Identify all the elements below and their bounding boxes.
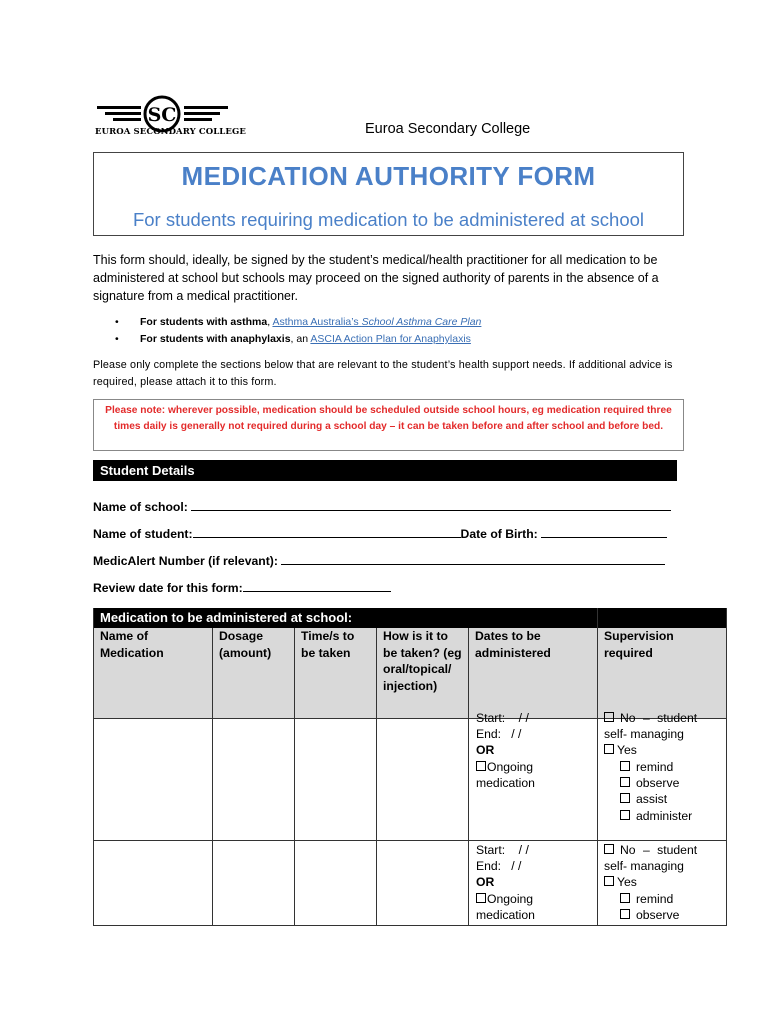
- row2-self-managing: self- managing: [604, 859, 684, 873]
- remind-checkbox[interactable]: [620, 893, 630, 903]
- row2-times-cell[interactable]: [295, 841, 376, 925]
- form-title: MEDICATION AUTHORITY FORM: [181, 161, 596, 191]
- bullet-dot-icon: •: [115, 333, 119, 345]
- row2-how-taken-cell[interactable]: [377, 841, 468, 925]
- row2-ongoing[interactable]: Ongoing: [476, 891, 533, 908]
- note-box: [93, 399, 684, 451]
- medicalert-field[interactable]: [93, 554, 665, 568]
- col-how-taken: How is it to be taken? (eg oral/topical/ injection): [377, 628, 468, 718]
- col-supervision: Supervision required: [598, 628, 726, 718]
- ongoing-checkbox[interactable]: [476, 893, 486, 903]
- heading-bar-right: [597, 608, 727, 628]
- bullet-sep: , an: [290, 333, 311, 345]
- row2-start: Start: / /: [476, 843, 529, 857]
- logo-text: EUROA SECONDARY COLLEGE: [95, 127, 246, 137]
- college-name: Euroa Secondary College: [365, 121, 531, 137]
- student-details-heading: Student Details: [93, 460, 677, 481]
- no-checkbox[interactable]: [604, 712, 614, 722]
- col-dates: Dates to be administered: [469, 628, 597, 718]
- review-date-line[interactable]: [243, 581, 391, 592]
- svg-text:SC: SC: [147, 104, 177, 126]
- medication-heading: Medication to be administered at school:: [93, 608, 597, 628]
- row1-dosage-cell[interactable]: [213, 719, 294, 840]
- row2-dosage-cell[interactable]: [213, 841, 294, 925]
- assist-checkbox[interactable]: [620, 793, 630, 803]
- yes-checkbox[interactable]: [604, 876, 614, 886]
- student-name-label: Name of student:: [93, 527, 193, 541]
- student-name-field[interactable]: [93, 527, 667, 541]
- dob-line[interactable]: [541, 527, 667, 538]
- col-name-of-medication: Name of Medication: [94, 628, 212, 718]
- row1-remind[interactable]: remind: [620, 759, 673, 776]
- intro-paragraph: This form should, ideally, be signed by the student’s medical/health practitioner for all medication to be administered at school but schools may proceed on the signed authority of parents in the absence of a signature from a medical practitioner.: [93, 253, 659, 303]
- row2-medication-word: medication: [476, 908, 535, 922]
- bullet-sep: ,: [267, 316, 273, 328]
- row2-observe[interactable]: observe: [620, 907, 679, 924]
- bullet-bold: For students with asthma: [140, 316, 268, 328]
- asthma-care-plan-link[interactable]: Asthma Australia’s School Asthma Care Plan: [272, 316, 482, 328]
- row1-how-taken-cell[interactable]: [377, 719, 468, 840]
- instructions-paragraph: Please only complete the sections below that are relevant to the student’s health support needs. If additional advice is required, please attach it to this form.: [93, 359, 673, 388]
- ascia-action-plan-link[interactable]: ASCIA Action Plan for Anaphylaxis: [310, 333, 471, 345]
- row2-no-option[interactable]: No – student: [604, 842, 697, 859]
- row1-times-cell[interactable]: [295, 719, 376, 840]
- observe-checkbox[interactable]: [620, 909, 630, 919]
- row1-administer[interactable]: administer: [620, 808, 692, 825]
- yes-checkbox[interactable]: [604, 744, 614, 754]
- title-box: [93, 152, 684, 236]
- administer-checkbox[interactable]: [620, 810, 630, 820]
- medication-table: [93, 608, 727, 926]
- row1-assist[interactable]: assist: [620, 791, 667, 808]
- bullet-bold: For students with anaphylaxis: [140, 333, 291, 345]
- dob-label: Date of Birth:: [460, 527, 538, 541]
- row1-medication-word: medication: [476, 776, 535, 790]
- row2-yes-option[interactable]: Yes: [604, 874, 637, 891]
- form-subtitle: For students requiring medication to be administered at school: [132, 209, 645, 230]
- student-name-line[interactable]: [193, 527, 461, 538]
- school-name-label: Name of school:: [93, 500, 188, 514]
- row1-ongoing[interactable]: Ongoing: [476, 759, 533, 776]
- review-date-label: Review date for this form:: [93, 581, 243, 595]
- row2-medication-name-cell[interactable]: [94, 841, 212, 925]
- observe-checkbox[interactable]: [620, 777, 630, 787]
- medicalert-line[interactable]: [281, 554, 665, 565]
- review-date-field[interactable]: [93, 581, 391, 595]
- note-text: Please note: wherever possible, medication should be scheduled outside school hours, eg medication required three times daily is generally not required during a school day – it can be taken before and after school and before bed.: [105, 405, 672, 432]
- row1-yes-option[interactable]: Yes: [604, 742, 637, 759]
- row1-start: Start: / /: [476, 711, 529, 725]
- medicalert-label: MedicAlert Number (if relevant):: [93, 554, 278, 568]
- no-checkbox[interactable]: [604, 844, 614, 854]
- col-times: Time/s to be taken: [295, 628, 376, 718]
- bullet-dot-icon: •: [115, 316, 119, 328]
- row1-self-managing: self- managing: [604, 727, 684, 741]
- remind-checkbox[interactable]: [620, 761, 630, 771]
- row1-medication-name-cell[interactable]: [94, 719, 212, 840]
- row2-or: OR: [476, 875, 495, 889]
- row2-remind[interactable]: remind: [620, 891, 673, 908]
- ongoing-checkbox[interactable]: [476, 761, 486, 771]
- row2-end: End: / /: [476, 859, 522, 873]
- col-dosage: Dosage (amount): [213, 628, 294, 718]
- row1-no-option[interactable]: No – student: [604, 710, 697, 727]
- school-name-line[interactable]: [191, 500, 671, 511]
- school-name-field[interactable]: [93, 500, 671, 514]
- row1-or: OR: [476, 743, 495, 757]
- row1-end: End: / /: [476, 727, 522, 741]
- row1-observe[interactable]: observe: [620, 775, 679, 792]
